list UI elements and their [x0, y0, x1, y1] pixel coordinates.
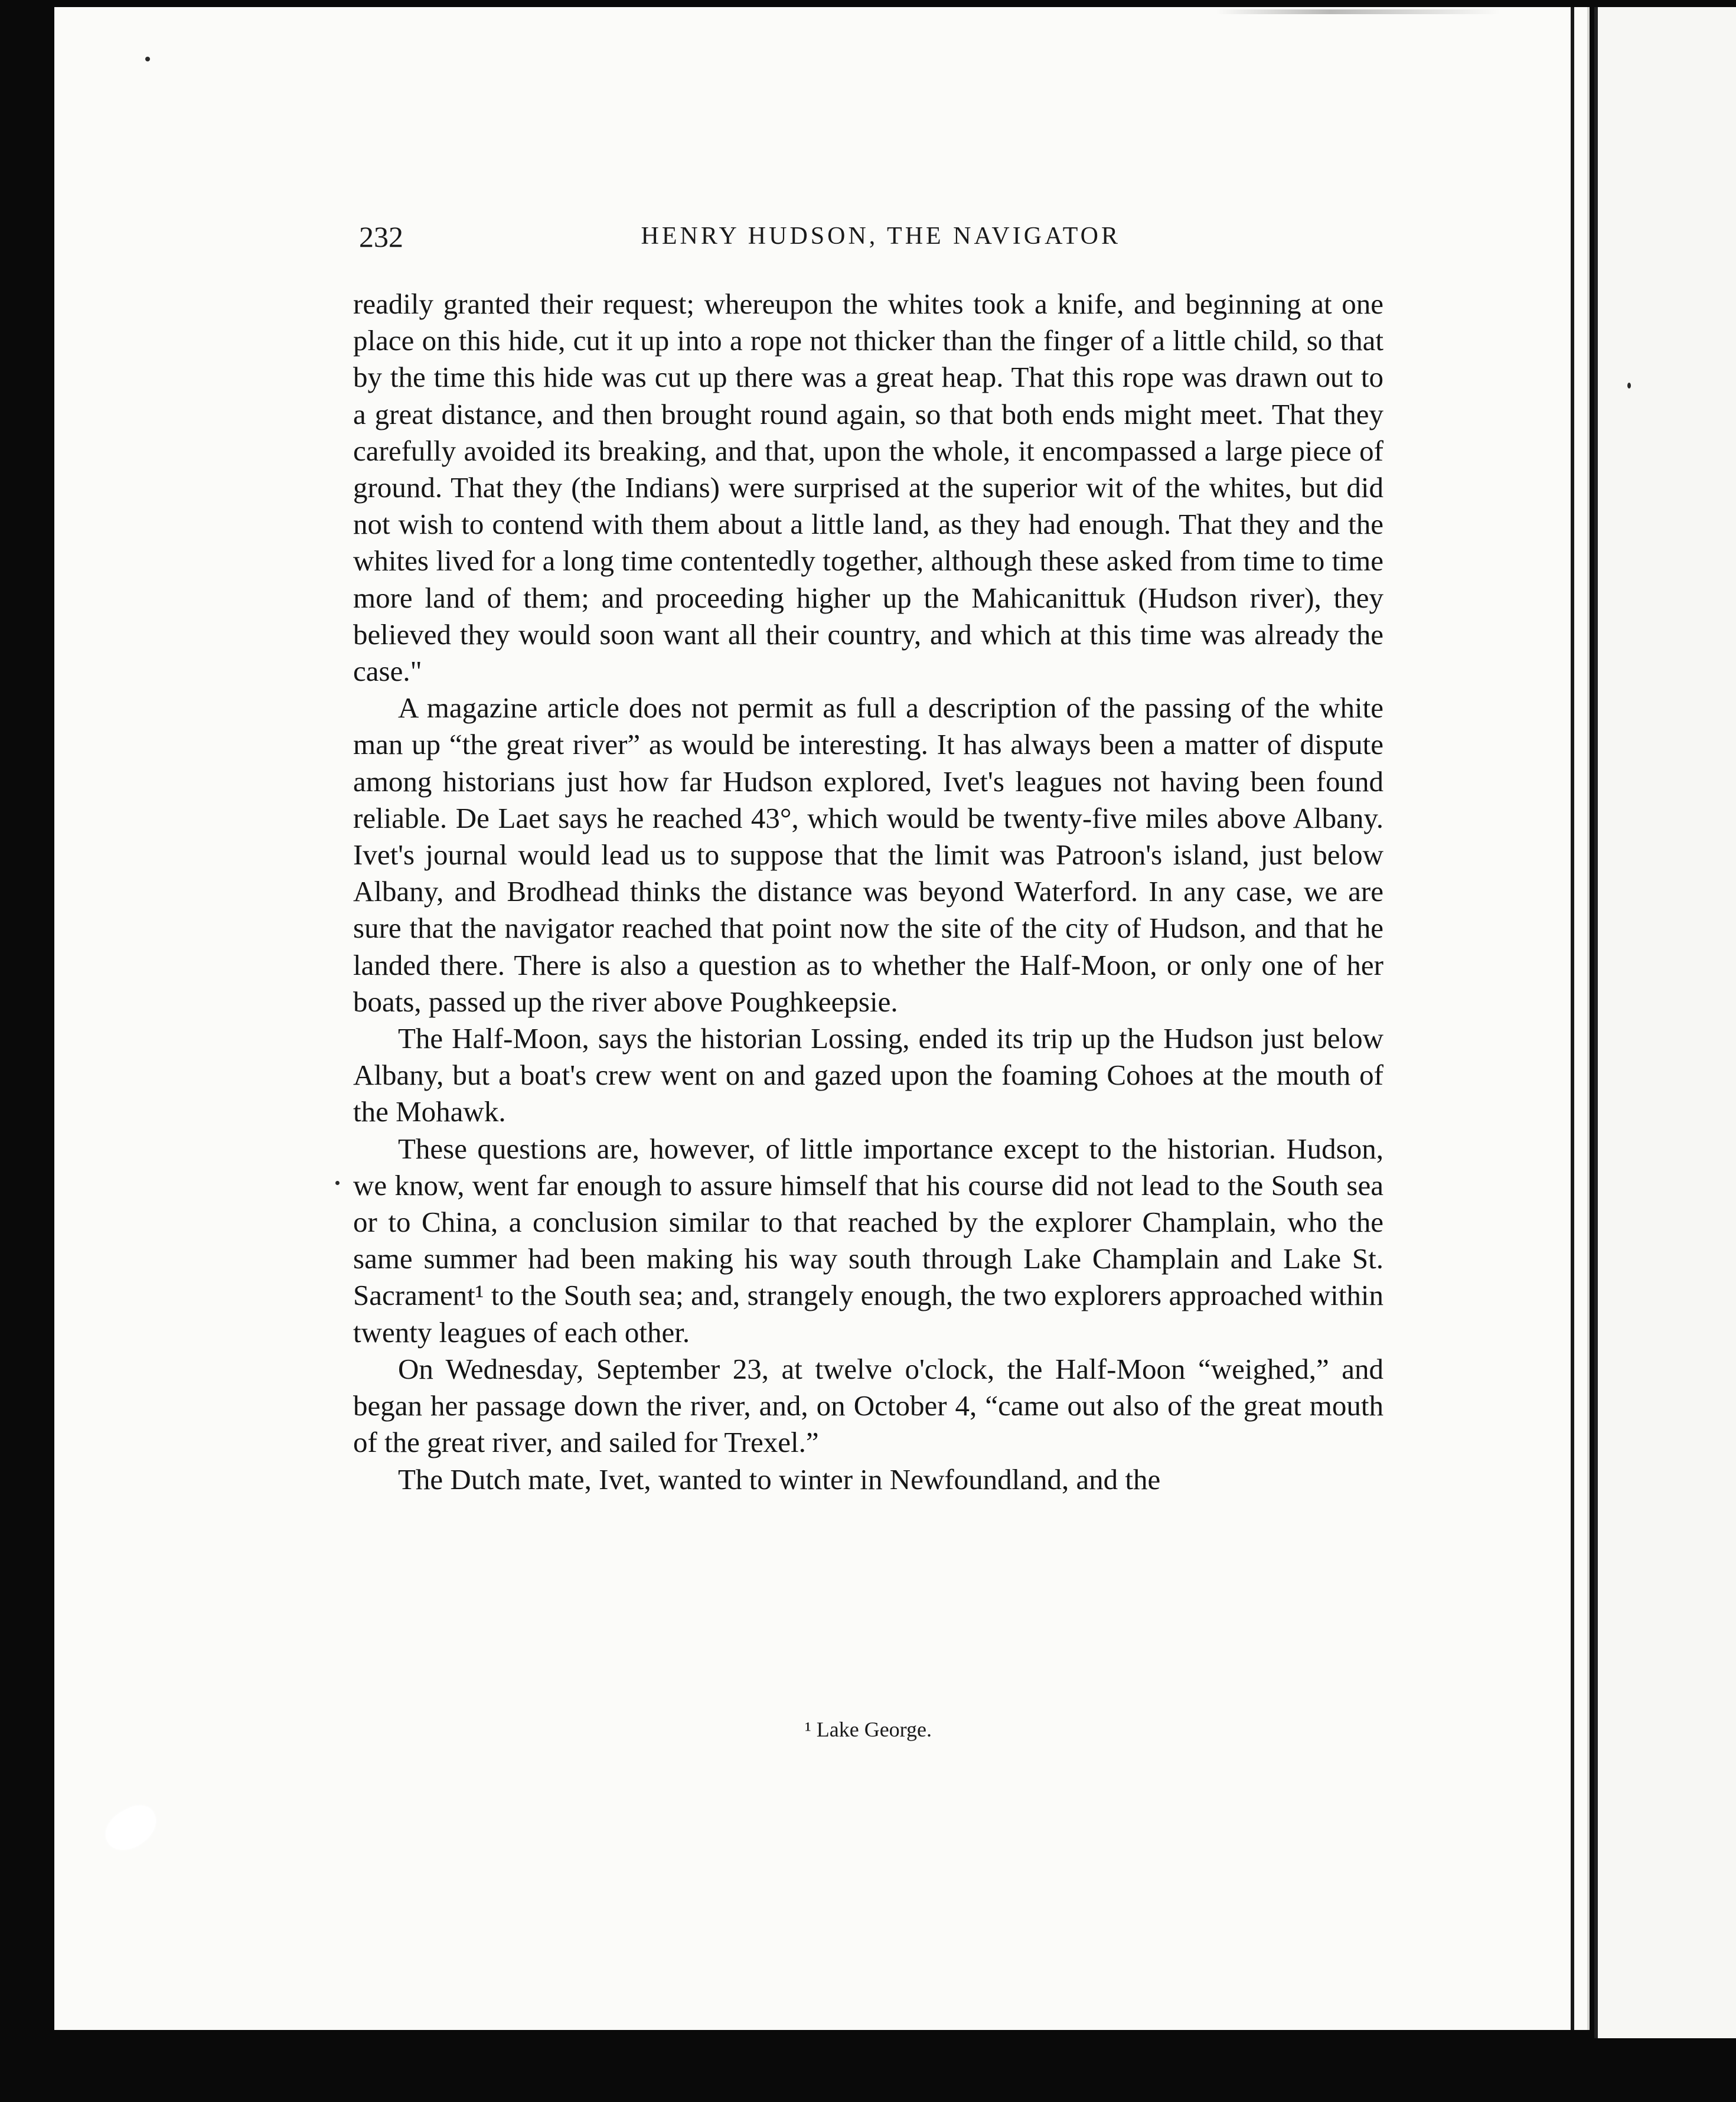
- paragraph: A magazine article does not permit as full a description of the passing of the white man up “the great river” as would be interesting. It has always been a matter of dispute among historians just how far Hudson explored, Ivet's leagues not having been found reliable. De Laet says he reached 43°, which would be twenty-five miles above Albany. Ivet's journal would lead us to suppose that the limit was Patroon's island, just below Albany, and Brodhead thinks the distance was beyond Waterford. In any case, we are sure that the navigator reached that point now the site of the city of Hudson, and that he landed there. There is also a question as to whether the Half-Moon, or only one of her boats, passed up the river above Poughkeepsie.: [353, 691, 1383, 1018]
- running-title: HENRY HUDSON, THE NAVIGATOR: [641, 223, 1121, 250]
- facing-page-edge: [1594, 7, 1736, 2038]
- scan-speck: [335, 1181, 340, 1185]
- book-gutter: [1571, 7, 1574, 2030]
- running-head: [359, 220, 1121, 255]
- footnote: ¹ Lake George.: [804, 1718, 932, 1741]
- paragraph: These questions are, however, of little importance except to the historian. Hudson, we know, went far enough to assure himself that his course did not lead to the South sea or to China, a conclusion similar to that reached by the explorer Champlain, who the same summer had been making his way south through Lake Champlain and Lake St. Sacrament¹ to the South sea; and, strangely enough, the two explorers approached within twenty leagues of each other.: [353, 1132, 1383, 1349]
- paragraph: The Dutch mate, Ivet, wanted to winter in Newfoundland, and the: [398, 1463, 1161, 1496]
- scan-artifact-top: [1216, 9, 1500, 14]
- body-text: [353, 286, 1383, 1498]
- scan-speck: [145, 57, 150, 61]
- paragraph: readily granted their request; whereupon the whites took a knife, and beginning at one place on this hide, cut it up into a rope not thicker than the finger of a little child, so that by the time this hide was cut up there was a great heap. That this rope was drawn out to a great distance, and then brought round again, so that both ends might meet. That they carefully avoided its breaking, and that, upon the whole, it encompassed a large piece of ground. That they (the Indians) were surprised at the superior wit of the whites, but did not wish to contend with them about a little land, as they had enough. That they and the whites lived for a long time contentedly together, although these asked from time to time more land of them; and proceeding higher up the Mahicanittuk (Hudson river), they believed they would soon want all their country, and which at this time was already the case.": [353, 288, 1383, 688]
- paragraph: The Half-Moon, says the historian Lossing, ended its trip up the Hudson just below Albany, but a boat's crew went on and gazed upon the foaming Cohoes at the mouth of the Mohawk.: [353, 1022, 1383, 1128]
- page-number: 232: [359, 220, 403, 253]
- paragraph: On Wednesday, September 23, at twelve o'clock, the Half-Moon “weighed,” and began her passage down the river, and, on October 4, “came out also of the great mouth of the great river, and sailed for Trexel.”: [353, 1352, 1383, 1459]
- scan-speck: [1627, 383, 1631, 389]
